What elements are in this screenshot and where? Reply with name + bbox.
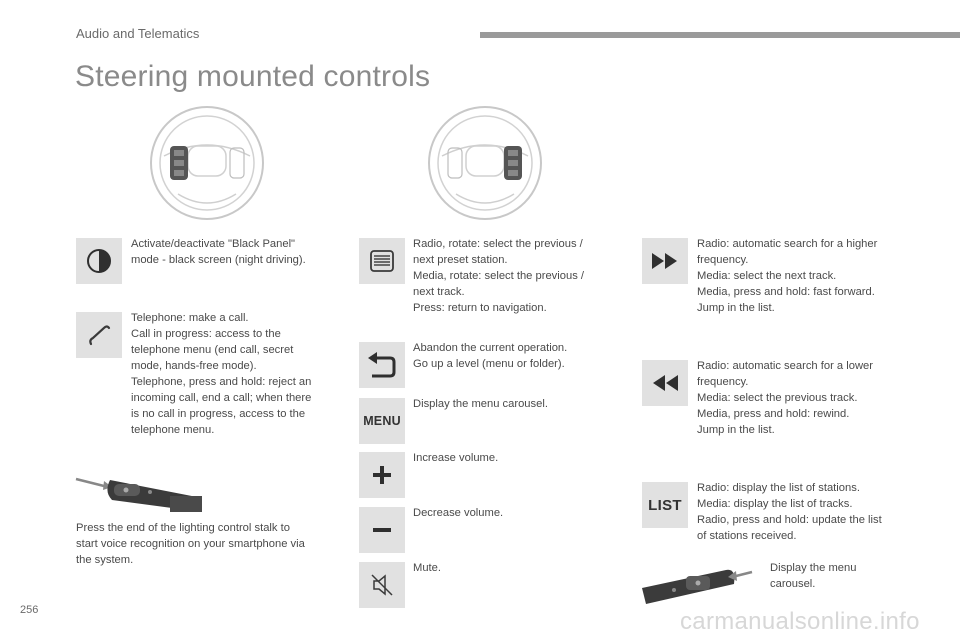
menu-description: Display the menu carousel.: [413, 398, 548, 410]
page-title: Steering mounted controls: [75, 60, 431, 93]
back-arrow-icon: [366, 350, 398, 380]
speaker-muted-icon: [368, 571, 396, 599]
menu-button: [359, 398, 405, 444]
voice-recognition-description: Press the end of the lighting control stalk to start voice recognition on your smartphone via the system.: [76, 522, 305, 566]
menu-label: MENU: [363, 414, 401, 428]
fast-forward-icon: [650, 251, 680, 271]
volume-up-description: Increase volume.: [413, 452, 499, 464]
volume-down-button: [359, 507, 405, 553]
steering-wheel-left-icon: [148, 104, 266, 222]
mute-description: Mute.: [413, 562, 441, 574]
back-button: [359, 342, 405, 388]
half-circle-icon: [84, 246, 114, 276]
lighting-stalk-menu-icon: [640, 560, 762, 610]
back-description: Abandon the current operation. Go up a level (menu or folder).: [413, 342, 568, 370]
volume-up-button: [359, 452, 405, 498]
page-number: 256: [20, 604, 39, 616]
black-panel-button: [76, 238, 122, 284]
list-label: LIST: [648, 496, 682, 514]
volume-down-description: Decrease volume.: [413, 507, 504, 519]
phone-handset-icon: [84, 320, 114, 350]
previous-button: [642, 360, 688, 406]
thumbwheel-icon: [366, 245, 398, 277]
previous-description: Radio: automatic search for a lower frequency. Media: select the previous track. Media, press and hold: rewind. Jump in the list.: [697, 360, 873, 436]
minus-icon: [370, 518, 394, 542]
steering-wheel-right-icon: [426, 104, 544, 222]
watermark: carmanualsonline.info: [680, 608, 920, 635]
rewind-icon: [650, 373, 680, 393]
menu-stalk-description: Display the menu carousel.: [770, 562, 857, 590]
telephone-description: Telephone: make a call. Call in progress: access to the telephone menu (end call, secret mode, hands-free mode). Telephone, press and hold: reject an incoming call, end a call; when there is no call in progress, access to the telephone menu.: [131, 312, 312, 436]
thumbwheel-control: [359, 238, 405, 284]
thumbwheel-description: Radio, rotate: select the previous / next preset station. Media, rotate: select the previous / next track. Press: return to navigation.: [413, 238, 585, 314]
next-button: [642, 238, 688, 284]
black-panel-description: Activate/deactivate "Black Panel" mode - black screen (night driving).: [131, 238, 306, 266]
list-button: [642, 482, 688, 528]
lighting-stalk-icon: [74, 470, 206, 520]
header-bar: [480, 32, 960, 38]
telephone-button: [76, 312, 122, 358]
section-header: Audio and Telematics: [76, 26, 200, 41]
list-description: Radio: display the list of stations. Media: display the list of tracks. Radio, press and hold: update the list of stations received.: [697, 482, 882, 542]
plus-icon: [370, 463, 394, 487]
mute-button: [359, 562, 405, 608]
next-description: Radio: automatic search for a higher frequency. Media: select the next track. Media, press and hold: fast forward. Jump in the list.: [697, 238, 878, 314]
